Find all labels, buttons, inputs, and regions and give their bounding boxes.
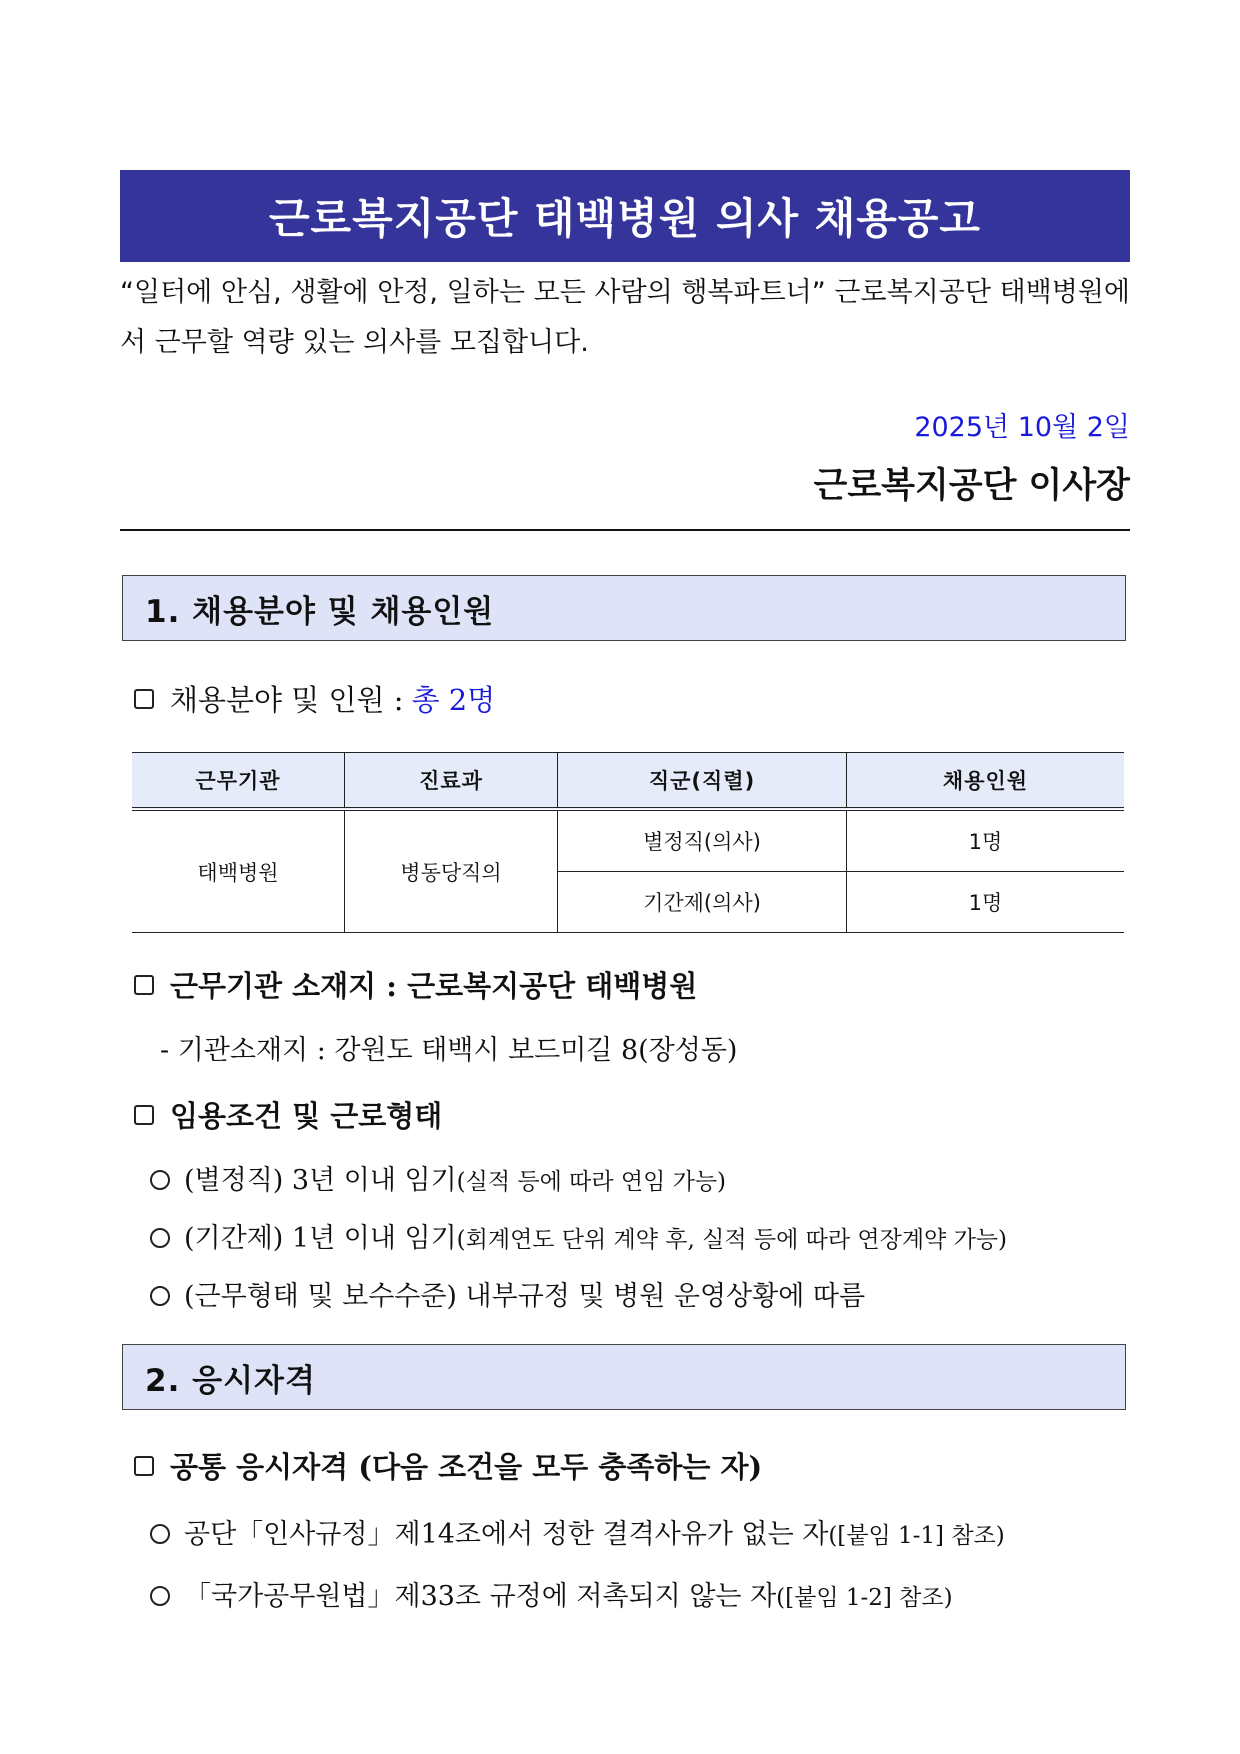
condition-main: (기간제) 1년 이내 임기 [184, 1223, 457, 1254]
announcement-date: 2025년 10월 2일 [914, 412, 1130, 443]
checkbox-square-icon [134, 1105, 154, 1125]
condition-note: (회계연도 단위 계약 후, 실적 등에 따라 연장계약 가능) [456, 1227, 1007, 1253]
department-cell: 병동당직의 [345, 809, 558, 933]
table-row [132, 809, 1124, 872]
circle-bullet-icon [150, 1170, 170, 1190]
condition-main: (근무형태 및 보수수준) 내부규정 및 병원 운영상황에 따름 [184, 1281, 866, 1312]
checkbox-square-icon [134, 1456, 154, 1476]
table-header: 직군(직렬) [558, 753, 847, 810]
common-qualification-item [134, 1445, 762, 1486]
intro-text: “일터에 안심, 생활에 안정, 일하는 모든 사람의 행복파트너” 근로복지공단 태백병원에서 근무할 역량 있는 의사를 모집합니다. [120, 277, 1130, 358]
institution-cell: 태백병원 [132, 809, 345, 933]
condition-item [150, 1274, 865, 1313]
qualification-item [150, 1574, 953, 1613]
circle-bullet-icon [150, 1228, 170, 1248]
recruit-count-item [134, 678, 495, 719]
qualification-main: 「국가공무원법」제33조 규정에 저촉되지 않는 자 [184, 1581, 777, 1612]
divider [120, 529, 1130, 531]
qualification-note: ([붙임 1-1] 참조) [828, 1523, 1005, 1549]
qualification-note: ([붙임 1-2] 참조) [776, 1585, 953, 1611]
table-header: 근무기관 [132, 753, 345, 810]
count-cell: 1명 [847, 872, 1125, 933]
table-header: 진료과 [345, 753, 558, 810]
condition-main: (별정직) 3년 이내 임기 [184, 1165, 457, 1196]
conditions-item [134, 1094, 442, 1135]
job-cell: 별정직(의사) [558, 809, 847, 872]
issuer: 근로복지공단 이사장 [813, 466, 1130, 506]
checkbox-square-icon [134, 975, 154, 995]
condition-item [150, 1216, 1007, 1255]
recruitment-table [132, 752, 1124, 933]
qualification-main: 공단「인사규정」제14조에서 정한 결격사유가 없는 자 [184, 1519, 829, 1550]
recruit-count-label: 채용분야 및 인원 : [170, 683, 404, 717]
qualification-item [150, 1512, 1005, 1551]
conditions-heading: 임용조건 및 근로형태 [170, 1099, 443, 1133]
location-heading: 근무기관 소재지 : 근로복지공단 태백병원 [170, 969, 698, 1003]
circle-bullet-icon [150, 1586, 170, 1606]
checkbox-square-icon [134, 689, 154, 709]
location-detail: - 기관소재지 : 강원도 태백시 보드미길 8(장성동) [160, 1035, 738, 1066]
job-cell: 기간제(의사) [558, 872, 847, 933]
condition-note: (실적 등에 따라 연임 가능) [456, 1169, 727, 1195]
circle-bullet-icon [150, 1524, 170, 1544]
section-1-heading: 1. 채용분야 및 채용인원 [122, 575, 1126, 641]
page-title: 근로복지공단 태백병원 의사 채용공고 [120, 170, 1130, 262]
recruit-count-value: 총 2명 [411, 683, 496, 717]
condition-item [150, 1158, 726, 1197]
location-item [134, 964, 697, 1005]
count-cell: 1명 [847, 809, 1125, 872]
section-2-heading: 2. 응시자격 [122, 1344, 1126, 1410]
table-header: 채용인원 [847, 753, 1125, 810]
circle-bullet-icon [150, 1286, 170, 1306]
table-header-row [132, 753, 1124, 810]
common-qualification-heading: 공통 응시자격 (다음 조건을 모두 충족하는 자) [170, 1450, 763, 1484]
